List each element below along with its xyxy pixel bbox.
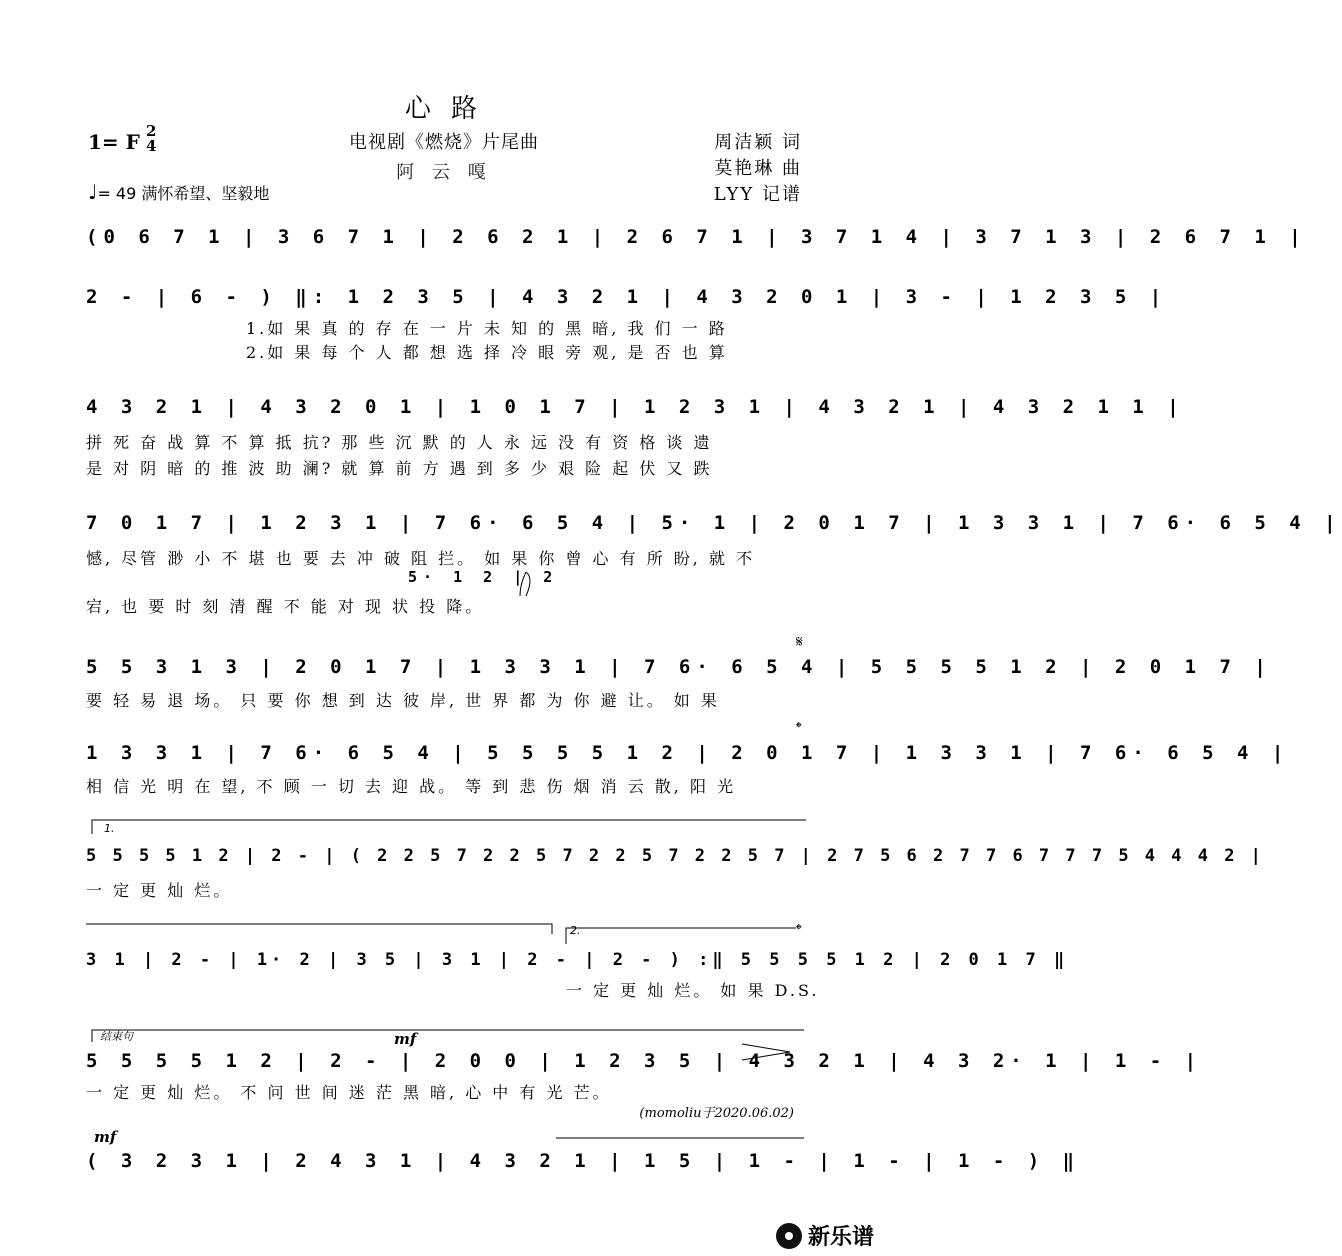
volta-1-end-line [86,924,552,934]
decrescendo-hairpin [742,1044,790,1060]
lyricist: 周洁颖 词 [714,132,802,153]
lyric-line-4b: 宕, 也 要 时 刻 清 醒 不 能 对 现 状 投 降。 [86,597,485,616]
lyric-line-2b: 2.如 果 每 个 人 都 想 选 择 冷 眼 旁 观, 是 否 也 算 [246,343,728,362]
score-line-2: 2 - | 6 - ) ‖: 1 2 3 5 | 4 3 2 1 | 4 3 2 0 1 | 3 - | 1 2 3 5 | [86,286,1168,308]
brace [520,572,530,596]
coda-icon: 𝄌 [796,718,802,737]
tempo-text: = 49 满怀希望、坚毅地 [97,184,270,203]
composer: 莫艳琳 曲 [714,158,802,179]
lyric-line-9: 一 定 更 灿 烂。 不 问 世 间 迷 茫 黑 暗, 心 中 有 光 芒。 [86,1083,612,1102]
dynamic-mf: mf [394,1030,417,1048]
score-line-5: 5 5 3 1 3 | 2 0 1 7 | 1 3 3 1 | 7 6· 6 5 4 | 5 5 5 5 1 2 | 2 0 1 7 | [86,656,1272,678]
score-line-9: 5 5 5 5 1 2 | 2 - | 2 0 0 | 1 2 3 5 | 4 3 2 1 | 4 3 2· 1 | 1 - | [86,1050,1203,1072]
lyric-line-6: 相 信 光 明 在 望, 不 顾 一 切 去 迎 战。 等 到 悲 伤 烟 消 云 散, 阳 光 [86,777,737,796]
ending-label: 结束句 [100,1030,133,1043]
key-signature: 1= F [88,130,140,154]
time-top: 2 [146,122,157,140]
lyric-line-2a: 1.如 果 真 的 存 在 一 片 未 知 的 黑 暗, 我 们 一 路 [246,319,728,338]
score-line-8: 3 1 | 2 - | 1· 2 | 3 5 | 3 1 | 2 - | 2 - ) :‖ 5 5 5 5 1 2 | 2 0 1 7 ‖ [86,950,1069,970]
score-line-7: 5 5 5 5 1 2 | 2 - | ( 2 2 5 7 2 2 5 7 2 2 5 7 2 2 5 7 | 2 7 5 6 2 7 7 6 7 7 7 5 4 4 4 2 | [86,846,1264,866]
score-line-4: 7 0 1 7 | 1 2 3 1 | 7 6· 6 5 4 | 5· 1 | 2 0 1 7 | 1 3 3 1 | 7 6· 6 5 4 | [86,512,1342,534]
score-line-1: (0 6 7 1 | 3 6 7 1 | 2 6 2 1 | 2 6 7 1 | 3 7 1 4 | 3 7 1 3 | 2 6 7 1 | [86,226,1307,248]
lyric-line-3a: 拼 死 奋 战 算 不 算 抵 抗? 那 些 沉 默 的 人 永 远 没 有 资 格 谈 遗 [86,433,713,452]
volta-2: 2. [570,924,581,937]
lyric-line-7: 一 定 更 灿 烂。 [86,881,233,900]
singer: 阿 云 嘎 [396,162,492,183]
lyric-line-3b: 是 对 阴 暗 的 推 波 助 澜? 就 算 前 方 遇 到 多 少 艰 险 起 伏 又 跌 [86,459,713,478]
brand-logo [776,1220,874,1251]
song-title: 心 路 [404,94,484,124]
subtitle: 电视剧《燃烧》片尾曲 [349,132,539,153]
time-bottom: 4 [146,137,157,155]
brand-name: 新乐谱 [807,1225,874,1250]
score-line-6: 1 3 3 1 | 7 6· 6 5 4 | 5 5 5 5 1 2 | 2 0 1 7 | 1 3 3 1 | 7 6· 6 5 4 | [86,742,1290,764]
volta-1-bracket [92,820,806,834]
lyric-line-8: 一 定 更 灿 烂。 如 果 D.S. [566,981,820,1000]
coda-icon-2: 𝄌 [796,920,802,939]
volta-2-bracket [566,928,796,944]
lyric-line-5: 要 轻 易 退 场。 只 要 你 想 到 达 彼 岸, 世 界 都 为 你 避 让。 如 果 [86,691,720,710]
volta-1: 1. [104,822,115,835]
transcription-note: (momoliu于2020.06.02) [639,1106,794,1121]
transcriber: LYY 记谱 [713,184,802,205]
score-line-3: 4 3 2 1 | 4 3 2 0 1 | 1 0 1 7 | 1 2 3 1 | 4 3 2 1 | 4 3 2 1 1 | [86,396,1185,418]
score-line-10: ( 3 2 3 1 | 2 4 3 1 | 4 3 2 1 | 1 5 | 1 - | 1 - | 1 - ) ‖ [86,1150,1081,1172]
dynamic-mf-2: mf [94,1128,117,1146]
alt-ending-notes: 5· 1 2 | 2 [408,568,559,586]
quarter-note-icon: ♩ [88,180,98,204]
lyric-line-4a: 憾, 尽管 渺 小 不 堪 也 要 去 冲 破 阻 拦。 如 果 你 曾 心 有 所 盼, 就 不 [86,549,756,568]
segno-icon: 𝄋 [796,632,803,651]
record-icon [776,1223,802,1249]
ending-bracket [92,1030,804,1042]
